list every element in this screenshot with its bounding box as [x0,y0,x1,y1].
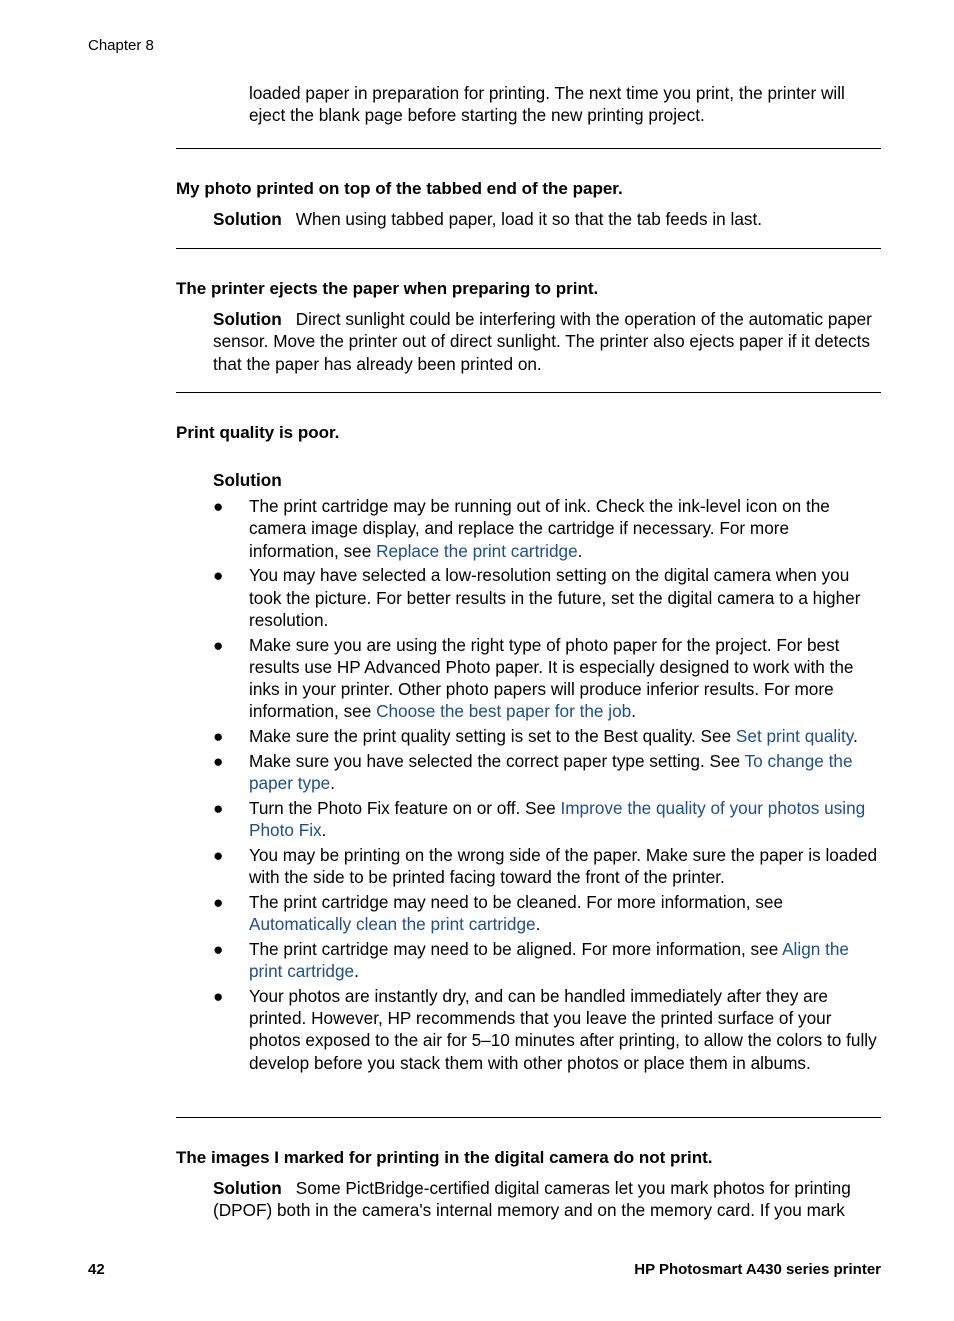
bullet-text: You may be printing on the wrong side of the paper. Make sure the paper is loaded with the side to be printed facing toward the front of the printer. [249,844,878,888]
solution-dpof [213,1177,881,1222]
bullet-text: The print cartridge may need to be cleaned. For more information, see [249,891,784,912]
solution-label: Solution [213,209,282,229]
cross-reference-link[interactable]: Improve the quality of your photos using Photo Fix [249,797,866,841]
bullet-text: Your photos are instantly dry, and can be handled immediately after they are printed. However, HP recommends that you leave the printed surface of your photos exposed to the air for 5–10 minutes after printing, to allow the colors to fully develop before you stack them with other photos or place them in albums. [249,985,877,1073]
bullet-text-end: . [631,701,636,722]
bullet-dot-icon: ● [213,565,224,586]
section-divider [176,148,881,149]
section-divider [176,1117,881,1118]
bullet-dot-icon: ● [213,985,224,1006]
bullet-text: The print cartridge may need to be aligned. For more information, see [249,938,783,959]
bullet-text-end: . [853,726,858,747]
bullet-text-end: . [577,540,583,561]
bullet-dot-icon: ● [213,891,224,912]
bullet-item [213,891,883,936]
solution-text: When using tabbed paper, load it so that the tab feeds in last. [295,209,763,229]
solution-label: Solution [213,309,282,329]
product-name: HP Photosmart A430 series printer [634,1261,881,1278]
question-heading-print-quality: Print quality is poor. [176,423,340,442]
bullet-text: The print cartridge may be running out of ink. Check the ink-level icon on the camera image display, and replace the cartridge if necessary. For more information, see [249,496,830,561]
bullet-item [213,495,883,562]
solution-ejects-paper [213,308,881,375]
bullet-dot-icon: ● [213,726,224,747]
cross-reference-link[interactable]: Choose the best paper for the job [376,701,632,722]
bullet-text-end: . [354,961,359,982]
page-number: 42 [88,1261,105,1278]
question-heading-dpof: The images I marked for printing in the digital camera do not print. [176,1148,713,1167]
section-divider [176,248,881,249]
solution-bullet-list [213,495,883,1076]
section-divider [176,392,881,393]
bullet-dot-icon: ● [213,750,224,771]
cross-reference-link[interactable]: Set print quality [735,726,854,747]
bullet-text: Make sure you have selected the correct paper type setting. See [249,750,745,771]
bullet-dot-icon: ● [213,844,224,865]
bullet-item [213,985,883,1074]
solution-tabbed-paper [213,208,881,230]
bullet-text: Make sure the print quality setting is set to the Best quality. See [249,726,736,747]
bullet-item [213,634,883,723]
bullet-dot-icon: ● [213,496,224,516]
bullet-item [213,725,883,747]
cross-reference-link[interactable]: Align the print cartridge [249,938,849,982]
question-heading-ejects-paper: The printer ejects the paper when preparing to print. [176,279,599,298]
bullet-text: Make sure you are using the right type of photo paper for the project. For best results use HP Advanced Photo paper. It is especially designed to work with the inks in your printer. Other photo papers will produce inferior results. For more information, see [249,634,854,722]
bullet-item [213,750,883,795]
bullet-text-end: . [321,820,327,841]
bullet-item [213,564,883,631]
bullet-dot-icon: ● [213,634,224,655]
bullet-item [213,844,883,889]
solution-label: Solution [213,1178,282,1198]
bullet-text: Turn the Photo Fix feature on or off. See [249,797,561,818]
chapter-header: Chapter 8 [88,37,154,54]
bullet-text: You may have selected a low-resolution setting on the digital camera when you took the picture. For better results in the future, set the digital camera to a higher resolution. [249,565,861,630]
bullet-dot-icon: ● [213,797,224,818]
cross-reference-link[interactable]: Automatically clean the print cartridge [249,914,536,935]
bullet-text-end: . [535,914,541,935]
cross-reference-link[interactable]: To change the paper type [249,750,853,794]
solution-text: Some PictBridge-certified digital cameras let you mark photos for printing (DPOF) both in the camera's internal memory and on the memory card. If you mark [213,1178,851,1221]
bullet-item [213,938,883,983]
cross-reference-link[interactable]: Replace the print cartridge [376,540,578,561]
bullet-text-end: . [330,773,336,794]
bullet-dot-icon: ● [213,938,224,959]
question-heading-tabbed-paper: My photo printed on top of the tabbed end of the paper. [176,179,623,198]
solution-label-print-quality: Solution [213,470,282,490]
bullet-item [213,797,883,842]
intro-paragraph: loaded paper in preparation for printing. The next time you print, the printer will eject the blank page before starting the new printing project. [249,83,845,126]
solution-text: Direct sunlight could be interfering with the operation of the automatic paper sensor. Move the printer out of direct sunlight. The printer also ejects paper if it detects that the paper has already been printed on. [213,309,872,374]
